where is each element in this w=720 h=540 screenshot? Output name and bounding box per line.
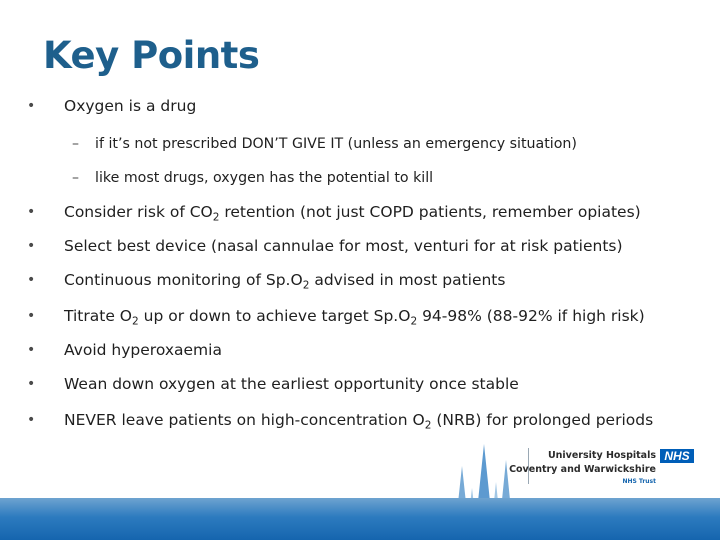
slide-title: Key Points	[43, 34, 260, 77]
bullet-marker: •	[27, 238, 36, 254]
bullet-text: Wean down oxygen at the earliest opportunity once stable	[64, 375, 519, 393]
logo-line-university-hospitals: University Hospitals	[547, 450, 656, 461]
bullet-text: Avoid hyperoxaemia	[64, 341, 222, 359]
subscript: 2	[212, 211, 220, 224]
subscript: 2	[410, 315, 418, 328]
trust-logo	[509, 448, 694, 488]
logo-line-nhs-trust: NHS Trust	[622, 478, 656, 485]
bullet-text: Select best device (nasal cannulae for most, venturi for at risk patients)	[64, 237, 623, 255]
bullet-text: Titrate $O_2$ up or down to achieve target $Sp.O_2$ 94-98% (88-92% if high risk)	[64, 307, 645, 328]
nhs-badge: NHS	[660, 449, 694, 463]
sub-bullet-text: if it’s not prescribed DON’T GIVE IT (unless an emergency situation)	[95, 136, 577, 152]
bullet-text: Oxygen is a drug	[64, 97, 197, 115]
bullet-marker: •	[27, 98, 36, 114]
bullet-marker: •	[27, 412, 36, 428]
bullet-marker: •	[27, 342, 36, 358]
bullet-marker: •	[27, 376, 36, 392]
bullet-marker: •	[27, 308, 36, 324]
dash-marker: –	[72, 170, 79, 186]
bullet-marker: •	[27, 272, 36, 288]
subscript: 2	[424, 419, 432, 432]
bullet-text: NEVER leave patients on high-concentration $O_2$ (NRB) for prolonged periods	[64, 411, 654, 432]
dash-marker: –	[72, 136, 79, 152]
logo-line-coventry-warwickshire: Coventry and Warwickshire	[509, 464, 656, 475]
bullet-text: Continuous monitoring of $Sp.O_2$ advised in most patients	[64, 271, 506, 292]
subscript: 2	[132, 315, 139, 328]
bullet-text: Consider risk of $CO_2$ retention (not just COPD patients, remember opiates)	[64, 203, 641, 224]
sub-bullet-text: like most drugs, oxygen has the potential to kill	[95, 170, 434, 186]
footer-band	[0, 498, 720, 540]
bullet-marker: •	[27, 204, 36, 220]
subscript: 2	[302, 279, 310, 292]
